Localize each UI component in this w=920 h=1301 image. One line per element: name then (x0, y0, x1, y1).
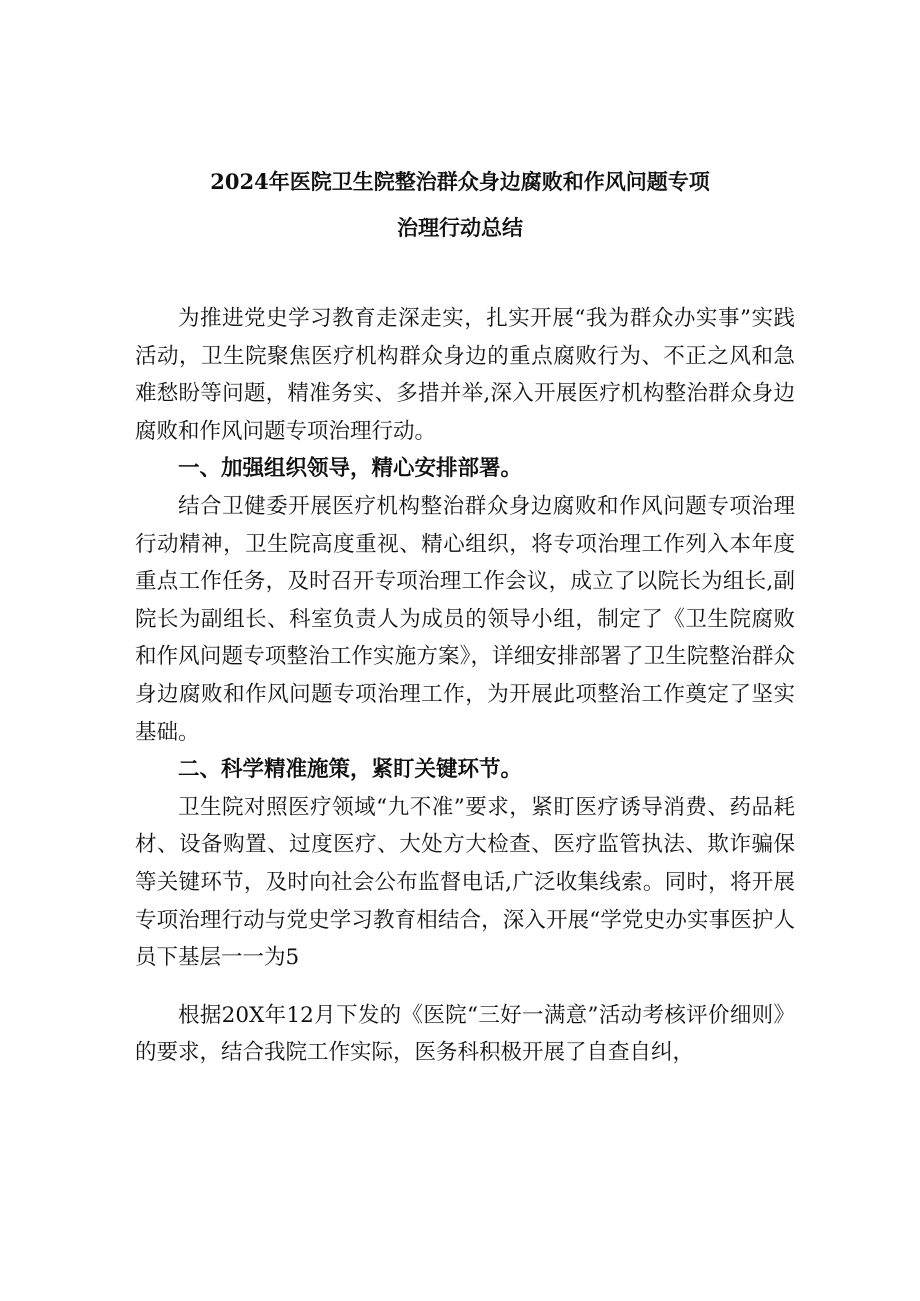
document-title-line-1: 2024年医院卫生院整治群众身边腐败和作风问题专项 (210, 169, 710, 194)
document-body (135, 300, 795, 1072)
followup-paragraph: 根据20X年12月下发的《医院“三好一满意”活动考核评价细则》的要求，结合我院工作实际，医务科积极开展了自查自纠， (135, 1002, 795, 1066)
intro-paragraph: 为推进党史学习教育走深走实，扎实开展“我为群众办实事”实践活动，卫生院聚焦医疗机构群众身边的重点腐败行为、不正之风和急难愁盼等问题，精准务实、多措并举,深入开展医疗机构整治群众身边腐败和作风问题专项治理行动。 (135, 306, 795, 444)
section-2-paragraph: 卫生院对照医疗领域“九不准”要求，紧盯医疗诱导消费、药品耗材、设备购置、过度医疗、大处方大检查、医疗监管执法、欺诈骗保等关键环节，及时向社会公布监督电话,广泛收集线索。同时，将开展专项治理行动与党史学习教育相结合，深入开展“学党史办实事医护人员下基层一一为5 (135, 794, 795, 971)
section-heading-1: 一、加强组织领导，精心安排部署。 (178, 456, 523, 482)
document-title-line-2: 治理行动总结 (397, 215, 523, 240)
section-1-paragraph: 结合卫健委开展医疗机构整治群众身边腐败和作风问题专项治理行动精神，卫生院高度重视、精心组织，将专项治理工作列入本年度重点工作任务，及时召开专项治理工作会议，成立了以院长为组长,副院长为副组长、科室负责人为成员的领导小组，制定了《卫生院腐败和作风问题专项整治工作实施方案》，详细安排部署了卫生院整治群众身边腐败和作风问题专项治理工作，为开展此项整治工作奠定了坚实基础。 (135, 493, 795, 745)
section-heading-2: 二、科学精准施策，紧盯关键环节。 (178, 757, 523, 783)
